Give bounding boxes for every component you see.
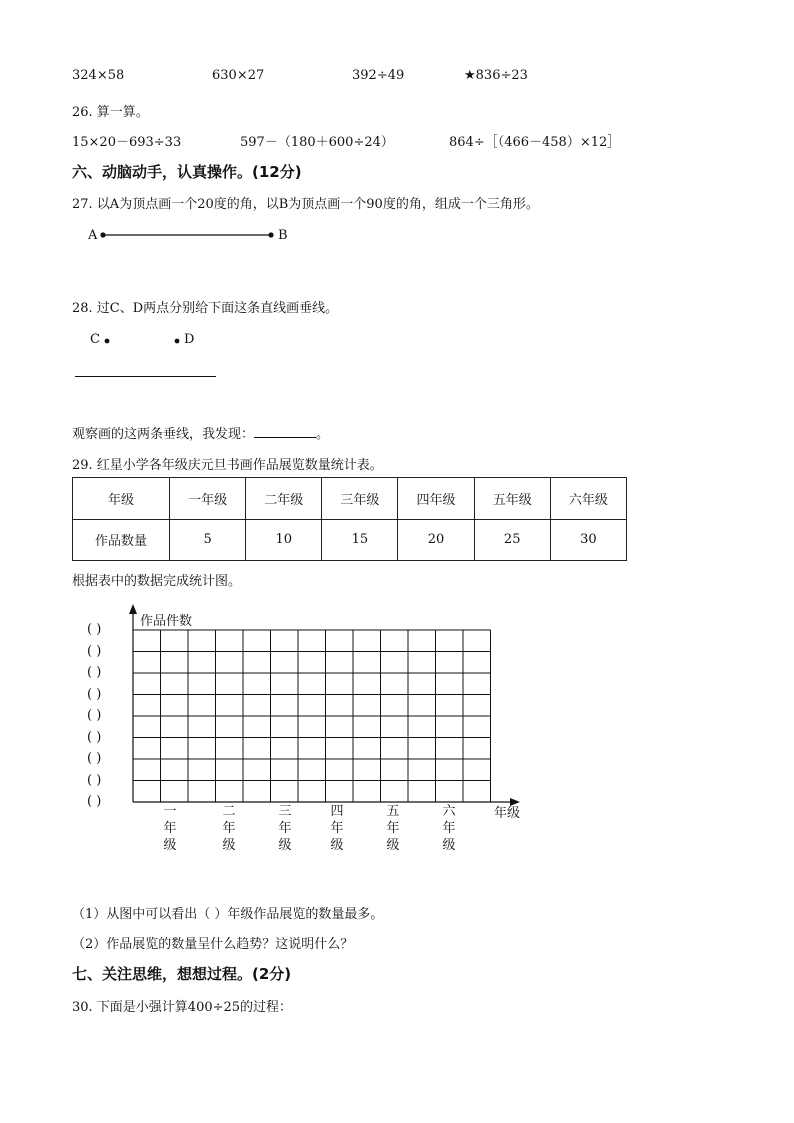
q29-text: 29. 红星小学各年级庆元旦书画作品展览数量统计表。 — [72, 458, 383, 473]
table-cell: 25 — [474, 519, 550, 561]
q25-item-2: 630×27 — [212, 68, 265, 83]
table-cell: 30 — [550, 519, 626, 561]
y-tick-placeholder[interactable]: ( ) — [87, 643, 102, 659]
table-header-cell: 四年级 — [398, 478, 474, 520]
q29-sub2: （2）作品展览的数量呈什么趋势？这说明什么？ — [72, 937, 354, 952]
point-c — [102, 336, 112, 346]
table-cell: 作品数量 — [73, 519, 170, 561]
label-a: A — [88, 228, 98, 243]
q27-text: 27. 以A为顶点画一个20度的角，以B为顶点画一个90度的角，组成一个三角形。 — [72, 197, 539, 212]
q28-line — [75, 376, 216, 377]
table-header-cell: 六年级 — [550, 478, 626, 520]
y-tick-placeholder[interactable]: ( ) — [87, 665, 102, 680]
label-d: D — [184, 332, 195, 347]
label-b: B — [278, 228, 288, 243]
q25-item-4: ★836÷23 — [464, 68, 528, 83]
q30-text: 30. 下面是小强计算400÷25的过程： — [72, 1000, 293, 1015]
table-header-cell: 二年级 — [246, 478, 322, 520]
table-header-cell: 五年级 — [474, 478, 550, 520]
q29-instruction: 根据表中的数据完成统计图。 — [72, 574, 242, 589]
x-category-label: 二 年 级 — [222, 804, 236, 853]
q28-observe — [72, 423, 329, 442]
table-cell: 15 — [322, 519, 398, 561]
label-c: C — [90, 332, 100, 347]
y-tick-placeholder[interactable]: ( ) — [87, 686, 102, 702]
chart-xlabel: 年级 — [494, 806, 521, 821]
point-d — [172, 336, 182, 346]
x-category-label: 一 年 级 — [163, 804, 177, 853]
q25-item-3: 392÷49 — [352, 68, 405, 83]
q26-item-3: 864÷［（466－458）×12］ — [449, 135, 621, 150]
observe-end: 。 — [316, 427, 330, 442]
q26-title: 26. 算一算。 — [72, 105, 149, 120]
table-cell: 5 — [170, 519, 246, 561]
observe-text: 观察画的这两条垂线，我发现： — [72, 427, 255, 442]
section6-title: 六、动脑动手，认真操作。(12分) — [72, 163, 302, 181]
x-category-label: 五 年 级 — [386, 804, 400, 853]
table-cell: 20 — [398, 519, 474, 561]
q26-item-1: 15×20－693÷33 — [72, 135, 182, 150]
table-header-cell: 三年级 — [322, 478, 398, 520]
segment-ab — [95, 227, 285, 243]
stats-table — [72, 477, 627, 561]
y-tick-placeholder[interactable]: ( ) — [87, 622, 102, 637]
table-header-cell: 年级 — [73, 478, 170, 520]
y-tick-placeholder[interactable]: ( ) — [87, 751, 102, 766]
y-axis-arrow — [129, 604, 137, 614]
chart-ylabel: 作品件数 — [140, 614, 193, 629]
q29-sub1: （1）从图中可以看出（ ）年级作品展览的数量最多。 — [72, 907, 384, 922]
table-row — [73, 478, 627, 520]
y-tick-placeholder[interactable]: ( ) — [87, 708, 102, 723]
x-category-label: 四 年 级 — [330, 804, 344, 853]
answer-blank[interactable] — [254, 424, 316, 438]
chart-grid — [120, 600, 530, 812]
y-tick-placeholder[interactable]: ( ) — [87, 794, 102, 809]
q28-text: 28. 过C、D两点分别给下面这条直线画垂线。 — [72, 301, 339, 316]
y-tick-placeholder[interactable]: ( ) — [87, 772, 102, 788]
x-category-label: 三 年 级 — [278, 804, 292, 853]
y-tick-placeholder[interactable]: ( ) — [87, 729, 102, 745]
q26-item-2: 597－（180＋600÷24） — [240, 135, 394, 150]
q25-item-1: 324×58 — [72, 68, 125, 83]
x-category-label: 六 年 级 — [442, 804, 456, 853]
table-header-cell: 一年级 — [170, 478, 246, 520]
table-cell: 10 — [246, 519, 322, 561]
section7-title: 七、关注思维，想想过程。(2分) — [72, 965, 292, 983]
table-row — [73, 519, 627, 561]
